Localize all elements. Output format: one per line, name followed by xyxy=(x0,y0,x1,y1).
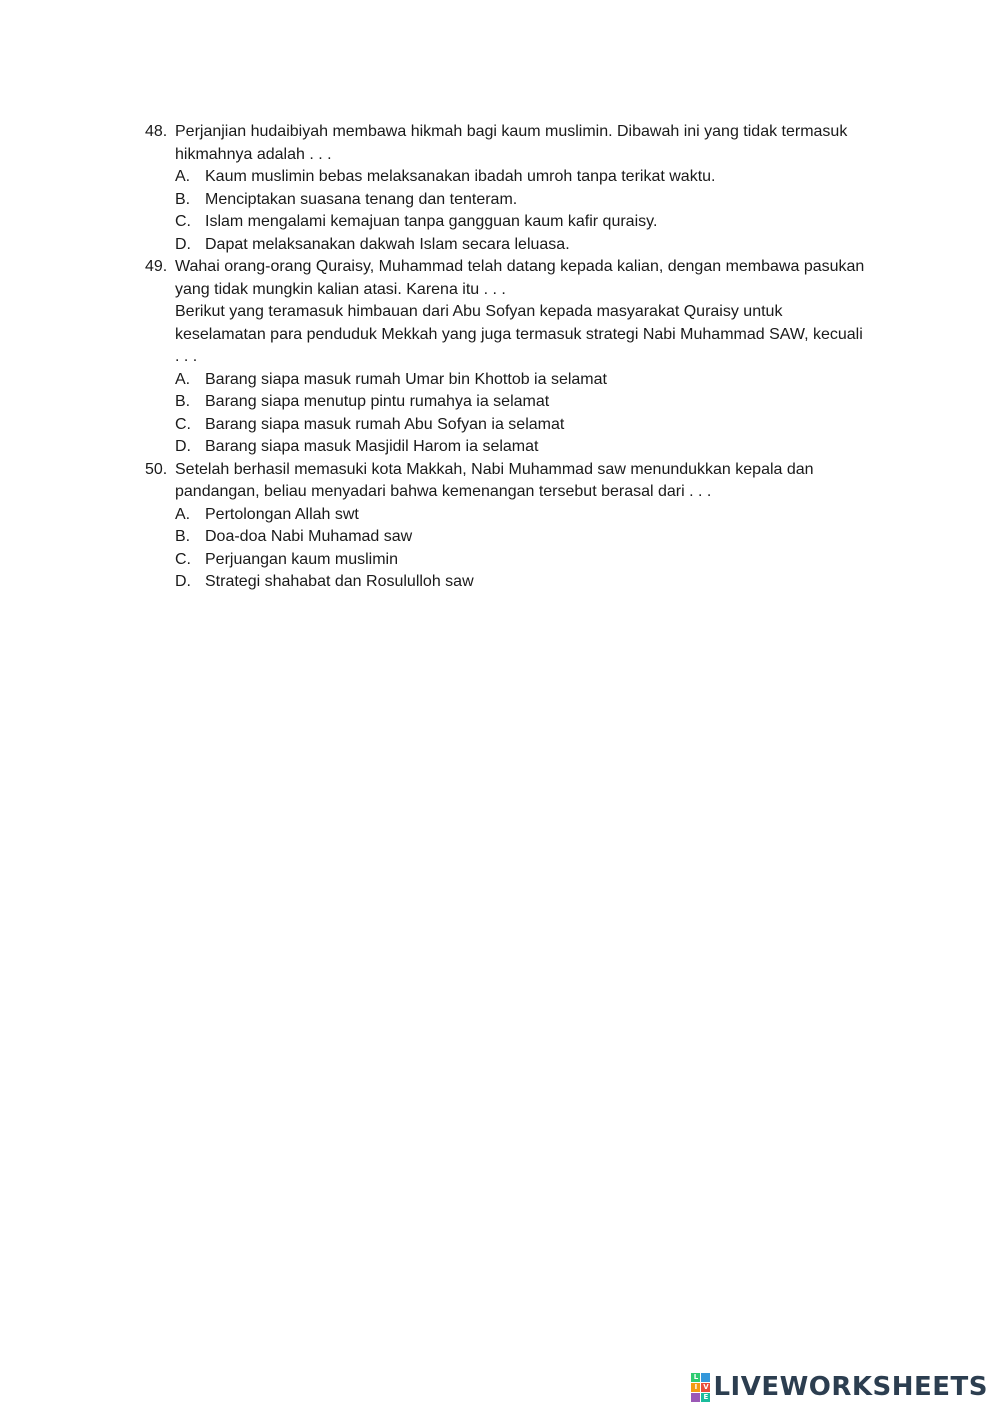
option-text: Barang siapa masuk rumah Umar bin Khottob ia selamat xyxy=(205,370,607,388)
option-a[interactable] xyxy=(175,504,865,527)
question-49 xyxy=(145,256,865,459)
option-label: C. xyxy=(175,415,191,433)
option-text: Pertolongan Allah swt xyxy=(205,505,359,523)
option-label: A. xyxy=(175,505,191,523)
question-50 xyxy=(145,459,865,594)
option-c[interactable] xyxy=(175,414,865,437)
liveworksheets-logo-icon xyxy=(691,1373,710,1402)
option-b[interactable] xyxy=(175,391,865,414)
option-label: C. xyxy=(175,550,191,568)
option-text: Dapat melaksanakan dakwah Islam secara leluasa. xyxy=(205,235,570,253)
option-label: D. xyxy=(175,438,191,455)
question-body xyxy=(175,459,865,594)
option-label: C. xyxy=(175,213,191,230)
option-text: Perjuangan kaum muslimin xyxy=(205,550,398,568)
liveworksheets-logo-text: LIVEWORKSHEETS xyxy=(713,1372,988,1402)
question-text: Wahai orang-orang Quraisy, Muhammad telah datang kepada kalian, dengan membawa pasukan yang tidak mungkin kalian atasi. Karena itu . . . xyxy=(175,258,865,298)
option-d[interactable] xyxy=(175,234,865,257)
option-text: Barang siapa masuk rumah Abu Sofyan ia selamat xyxy=(205,415,565,433)
question-text: Berikut yang teramasuk himbauan dari Abu Sofyan kepada masyarakat Quraisy untuk keselamatan para penduduk Mekkah yang juga termasuk strategi Nabi Muhammad SAW, kecuali . . . xyxy=(175,303,863,365)
option-label: B. xyxy=(175,393,191,410)
option-label: A. xyxy=(175,370,191,388)
question-body xyxy=(175,256,865,459)
question-48 xyxy=(145,121,865,256)
option-b[interactable] xyxy=(175,189,865,212)
liveworksheets-logo xyxy=(691,1372,988,1402)
logo-square: I xyxy=(691,1383,700,1392)
question-text: Setelah berhasil memasuki kota Makkah, Nabi Muhammad saw menundukkan kepala dan pandangan, beliau menyadari bahwa kemenangan tersebut berasal dari . . . xyxy=(175,460,814,500)
option-text: Barang siapa masuk Masjidil Harom ia selamat xyxy=(205,438,539,455)
option-label: D. xyxy=(175,573,191,590)
option-b[interactable] xyxy=(175,526,865,549)
option-text: Kaum muslimin bebas melaksanakan ibadah umroh tanpa terikat waktu. xyxy=(205,168,716,185)
option-c[interactable] xyxy=(175,211,865,234)
question-number: 48. xyxy=(145,123,168,140)
option-label: A. xyxy=(175,168,191,185)
question-number: 50. xyxy=(145,460,168,478)
option-label: B. xyxy=(175,528,191,545)
option-text: Doa-doa Nabi Muhamad saw xyxy=(205,528,413,545)
option-a[interactable] xyxy=(175,166,865,189)
option-text: Islam mengalami kemajuan tanpa gangguan kaum kafir quraisy. xyxy=(205,213,658,230)
logo-square xyxy=(691,1393,700,1402)
logo-square xyxy=(701,1373,710,1382)
logo-square: E xyxy=(701,1393,710,1402)
option-a[interactable] xyxy=(175,369,865,392)
logo-square: V xyxy=(703,1382,709,1391)
option-text: Barang siapa menutup pintu rumahya ia selamat xyxy=(205,393,550,410)
option-d[interactable] xyxy=(175,571,865,594)
question-body xyxy=(175,121,865,256)
logo-square: L xyxy=(691,1373,700,1382)
option-label: D. xyxy=(175,235,191,253)
option-text: Menciptakan suasana tenang dan tenteram. xyxy=(205,190,518,208)
question-number: 49. xyxy=(145,258,168,275)
option-label: B. xyxy=(175,190,191,208)
worksheet xyxy=(145,121,865,594)
option-d[interactable] xyxy=(175,436,865,459)
question-text: Perjanjian hudaibiyah membawa hikmah bagi kaum muslimin. Dibawah ini yang tidak termasuk hikmahnya adalah . . . xyxy=(175,123,848,163)
option-c[interactable] xyxy=(175,549,865,572)
option-text: Strategi shahabat dan Rosululloh saw xyxy=(205,573,474,590)
